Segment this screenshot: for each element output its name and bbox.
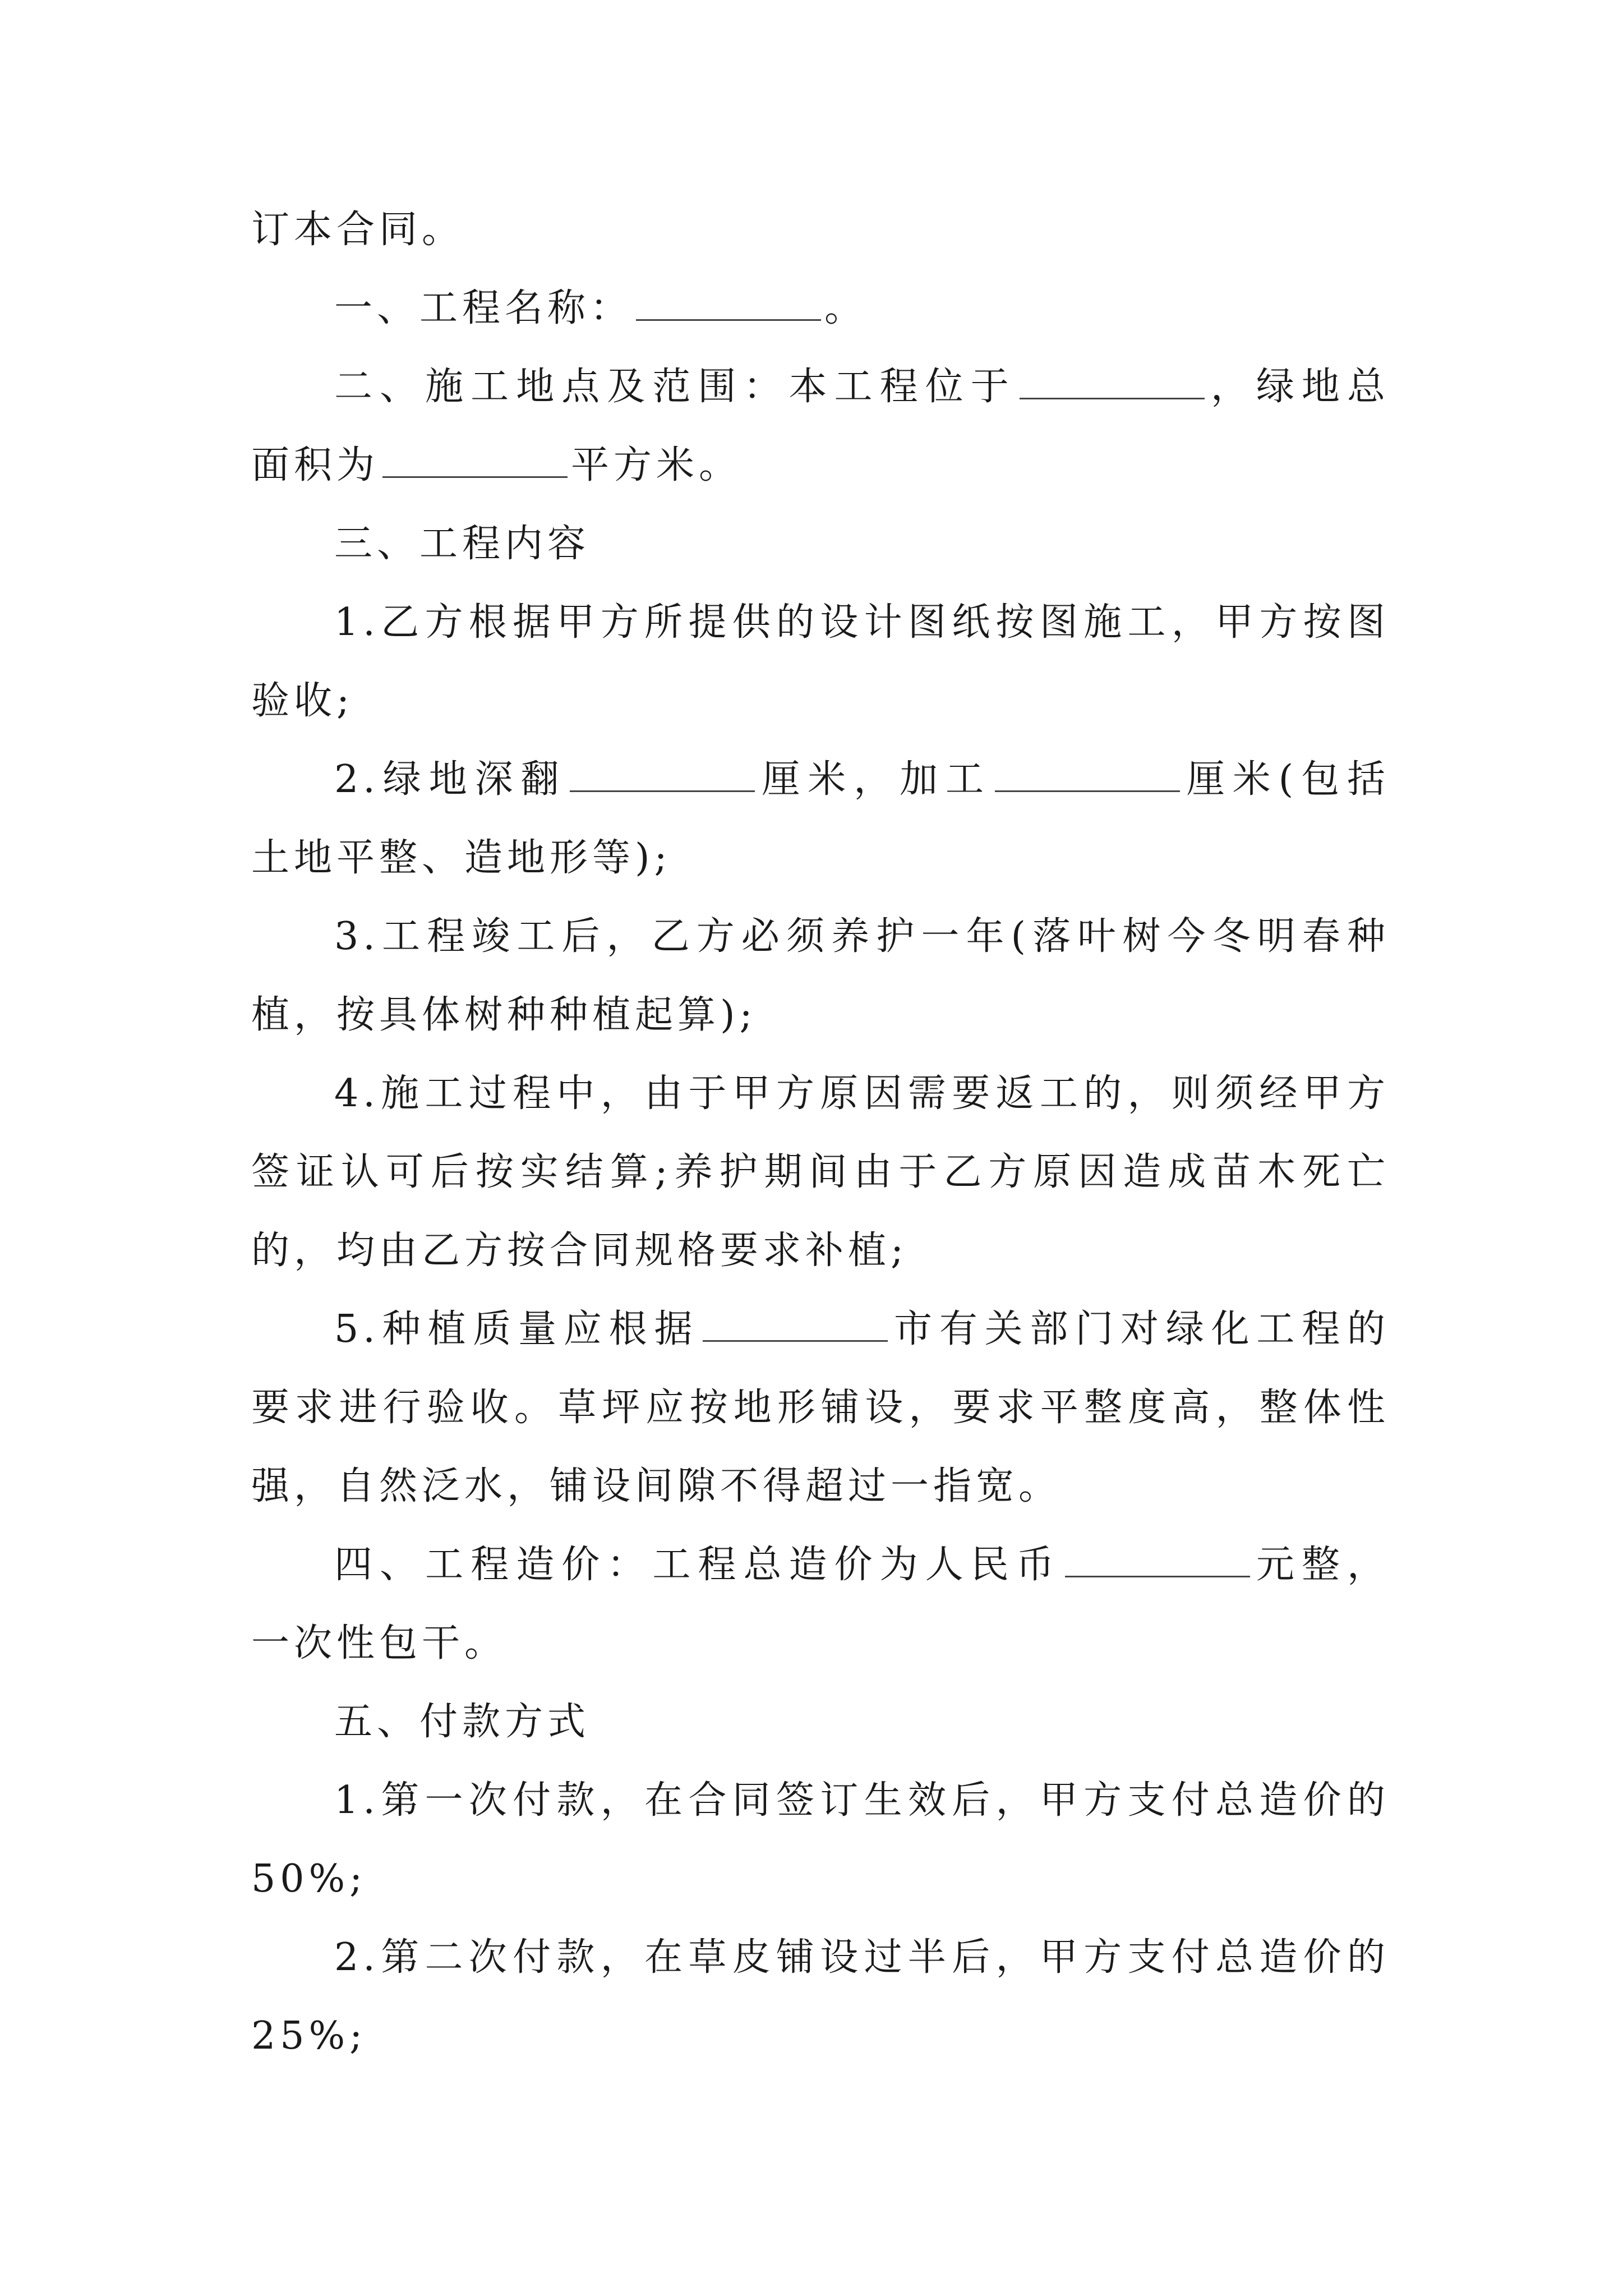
fill-in-blank[interactable] — [382, 443, 568, 478]
line-text: 2.第二次付款，在草皮铺设过半后，甲方支付总造价的 — [334, 1935, 1390, 1980]
line-text: 一次性包干。 — [251, 1621, 508, 1665]
line-text: 土地平整、造地形等); — [251, 836, 672, 880]
line-text: 的，均由乙方按合同规格要求补植; — [251, 1228, 908, 1273]
fill-in-blank[interactable] — [703, 1306, 888, 1342]
text-line — [251, 1447, 1390, 1526]
line-text: 厘米，加工 — [758, 757, 992, 802]
text-line — [251, 1133, 1390, 1212]
text-line — [251, 1369, 1390, 1447]
text-line — [251, 1055, 1390, 1133]
text-line — [251, 1604, 1390, 1683]
fill-in-blank[interactable] — [1065, 1542, 1250, 1577]
line-text: 一、工程名称： — [334, 286, 633, 330]
line-text: 验收; — [251, 679, 354, 723]
line-text: 1.乙方根据甲方所提供的设计图纸按图施工，甲方按图 — [334, 600, 1390, 645]
line-text: 3.工程竣工后，乙方必须养护一年(落叶树今冬明春种 — [334, 914, 1390, 959]
text-line — [251, 583, 1390, 662]
line-text: 4.施工过程中，由于甲方原因需要返工的，则须经甲方 — [334, 1071, 1390, 1116]
line-text: 市有关部门对绿化工程的 — [891, 1307, 1390, 1351]
line-text: 要求进行验收。草坪应按地形铺设，要求平整度高，整体性 — [251, 1386, 1390, 1430]
text-line — [251, 1212, 1390, 1290]
text-line — [251, 1918, 1390, 1997]
section-heading — [251, 1526, 1390, 1604]
contract-body — [251, 191, 1390, 2076]
section-heading — [251, 269, 1390, 348]
line-text: 50%; — [251, 1857, 367, 1901]
text-line — [251, 976, 1390, 1055]
line-text: 平方米。 — [571, 443, 742, 487]
fill-in-blank[interactable] — [1020, 364, 1205, 399]
text-line — [251, 426, 1390, 505]
text-line — [251, 1761, 1390, 1840]
line-text: 面积为 — [251, 443, 380, 487]
line-text: 四、工程造价：工程总造价为人民币 — [334, 1543, 1062, 1587]
line-text: 三、工程内容 — [334, 522, 591, 566]
text-line — [251, 740, 1390, 819]
line-text: 2.绿地深翻 — [334, 757, 567, 802]
line-text: 1.第一次付款，在合同签订生效后，甲方支付总造价的 — [334, 1778, 1390, 1823]
line-text: 5.种植质量应根据 — [334, 1307, 700, 1351]
line-text: 。 — [824, 286, 868, 330]
text-line — [251, 1290, 1390, 1369]
text-line — [251, 662, 1390, 740]
line-text: 五、付款方式 — [334, 1700, 591, 1744]
line-text: 强，自然泛水，铺设间隙不得超过一指宽。 — [251, 1464, 1062, 1508]
text-line — [251, 1840, 1390, 1918]
line-text: 签证认可后按实结算;养护期间由于乙方原因造成苗木死亡 — [251, 1150, 1390, 1194]
line-text: 植，按具体树种种植起算); — [251, 993, 757, 1037]
line-text: 订本合同。 — [251, 208, 465, 252]
line-text: 25%; — [251, 2014, 367, 2058]
fill-in-blank[interactable] — [995, 757, 1180, 792]
section-heading — [251, 1683, 1390, 1761]
text-line — [251, 819, 1390, 898]
line-text: 二、施工地点及范围：本工程位于 — [334, 365, 1016, 409]
fill-in-blank[interactable] — [570, 757, 755, 792]
line-text: 元整， — [1253, 1543, 1390, 1587]
text-line — [251, 898, 1390, 976]
text-line — [251, 1997, 1390, 2076]
line-text: 厘米(包括 — [1183, 757, 1390, 802]
fill-in-blank[interactable] — [636, 286, 821, 321]
section-heading — [251, 348, 1390, 426]
line-text: ，绿地总 — [1207, 365, 1390, 409]
text-line — [251, 191, 1390, 269]
section-heading — [251, 505, 1390, 583]
